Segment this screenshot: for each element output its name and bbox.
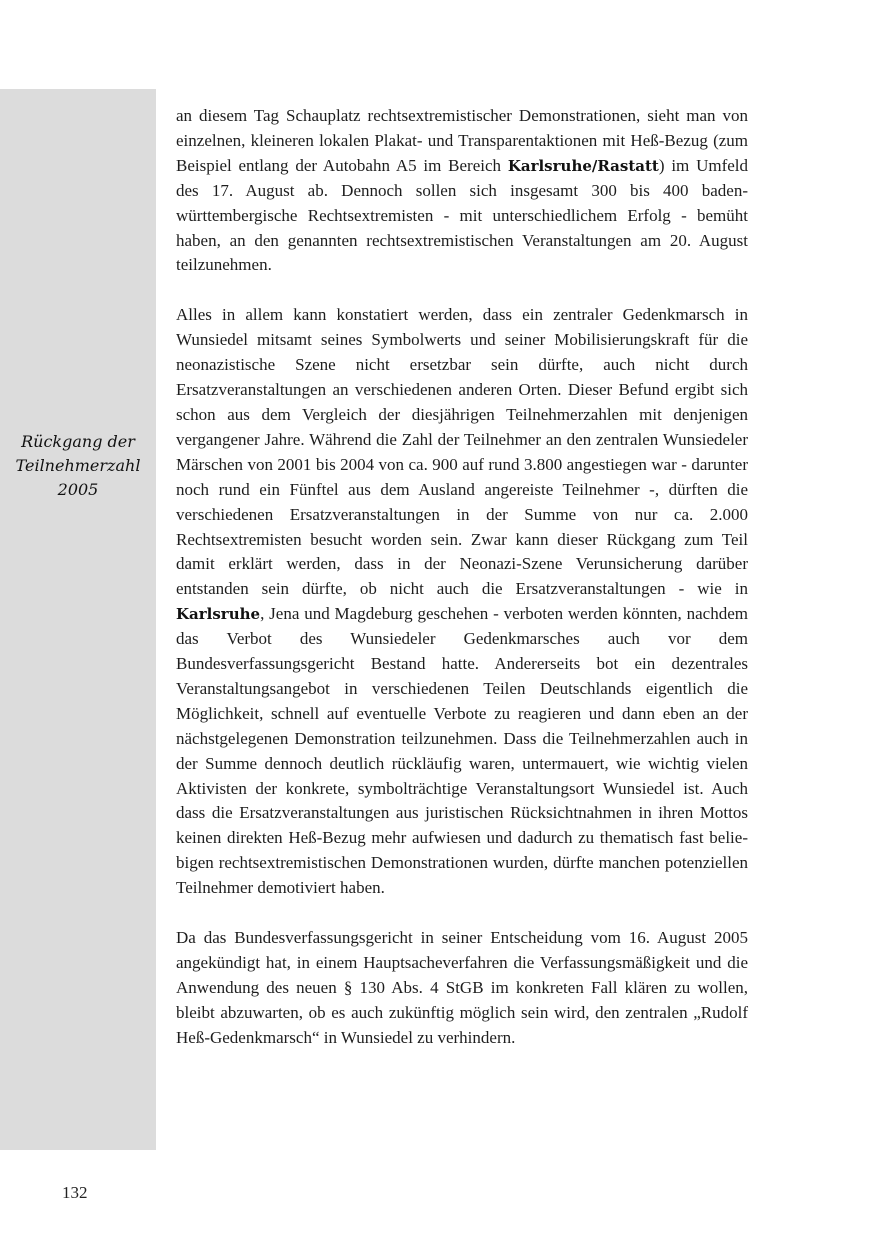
margin-note [0, 430, 156, 502]
paragraph-1 [176, 104, 748, 278]
paragraph-2-text-b: , Jena und Magdeburg geschehen - verboten werden könnten, nachdem das Verbot des Wunsiedeler Gedenkmarsches auch vor dem Bundesverfassungsgericht Bestand hatte. Andererseits bot ein dezentrales Veranstaltungsangebot in verschiedenen Teilen Deutschlands eigentlich die Möglichkeit, schnell auf eventuelle Verbote zu reagieren und dann eben an der nächstgelegenen Demonstration teilzunehmen. Dass die Teilnehmerzahlen auch in der Summe dennoch deutlich rückläufig waren, untermauert, wie wichtig vielen Aktivisten der konkrete, symbolträchtige Veranstaltungsort Wunsiedel ist. Auch dass die Ersatzveranstaltungen aus juristischen Rücksichtnahmen in ihren Mottos keinen direkten Heß-Bezug mehr aufwiesen und dadurch zu thematisch fast beliebigen rechtsextremistischen Demonstrationen wurden, dürfte manchen potenziellen Teilnehmer demotiviert haben. [176, 604, 748, 898]
paragraph-1-text-a: an diesem Tag Schauplatz rechtsextremistischer Demonstrationen, sieht man von einzelnen, kleineren lokalen Plakat- und Transparentaktionen mit Heß-Bezug (zum Beispiel entlang der Autobahn A5 im Bereich [176, 106, 748, 175]
paragraph-1-text-b: ) im Umfeld des 17. August ab. Dennoch sollen sich insgesamt 300 bis 400 baden-württembergische Rechtsextremisten - mit unterschiedlichem Erfolg - bemüht haben, an den genannten rechtsextremistischen Veranstaltungen am 20. August teilzunehmen. [176, 155, 748, 275]
main-text [176, 104, 748, 1051]
place-name-karlsruhe-rastatt: Karlsruhe/Rastatt [507, 156, 659, 175]
page-number: 132 [62, 1183, 88, 1202]
margin-note-line-3: 2005 [57, 480, 99, 499]
paragraph-2 [176, 303, 748, 901]
margin-sidebar [0, 89, 156, 1150]
paragraph-2-text-a: Alles in allem kann konstatiert werden, dass ein zentraler Gedenkmarsch in Wunsiedel mitsamt seines Symbolwerts und seiner Mobilisierungskraft für die neonazistische Szene nicht ersetzbar sein dürfte, auch nicht durch Ersatzveranstaltungen an verschiedenen anderen Orten. Dieser Befund ergibt sich schon aus dem Vergleich der diesjährigen Teilnehmerzahlen mit denjenigen vergangener Jahre. Während die Zahl der Teilnehmer an den zentralen Wunsiedeler Märschen von 2001 bis 2004 von ca. 900 auf rund 3.800 angestiegen war - darunter noch rund ein Fünftel aus dem Ausland angereiste Teilnehmer -, dürften die verschiedenen Ersatzveranstaltungen in der Summe von nur ca. 2.000 Rechtsextremisten besucht worden sein. Zwar kann dieser Rückgang zum Teil damit erklärt werden, dass in der Neonazi-Szene Verunsicherung darüber entstanden sein dürfte, ob nicht auch die Ersatzveranstaltungen - wie in [176, 305, 748, 599]
place-name-karlsruhe: Karlsruhe [176, 605, 261, 624]
margin-note-line-1: Rückgang der [21, 432, 135, 451]
margin-note-line-2: Teilnehmerzahl [15, 456, 141, 475]
paragraph-3: Da das Bundesverfassungsgericht in seiner Entscheidung vom 16. August 2005 angekündigt hat, in einem Hauptsacheverfahren die Verfassungsmäßigkeit und die Anwendung des neuen § 130 Abs. 4 StGB im konkreten Fall klären zu wollen, bleibt abzuwarten, ob es auch zukünftig möglich sein wird, den zentralen „Rudolf Heß-Gedenkmarsch“ in Wunsiedel zu verhindern. [176, 928, 748, 1047]
